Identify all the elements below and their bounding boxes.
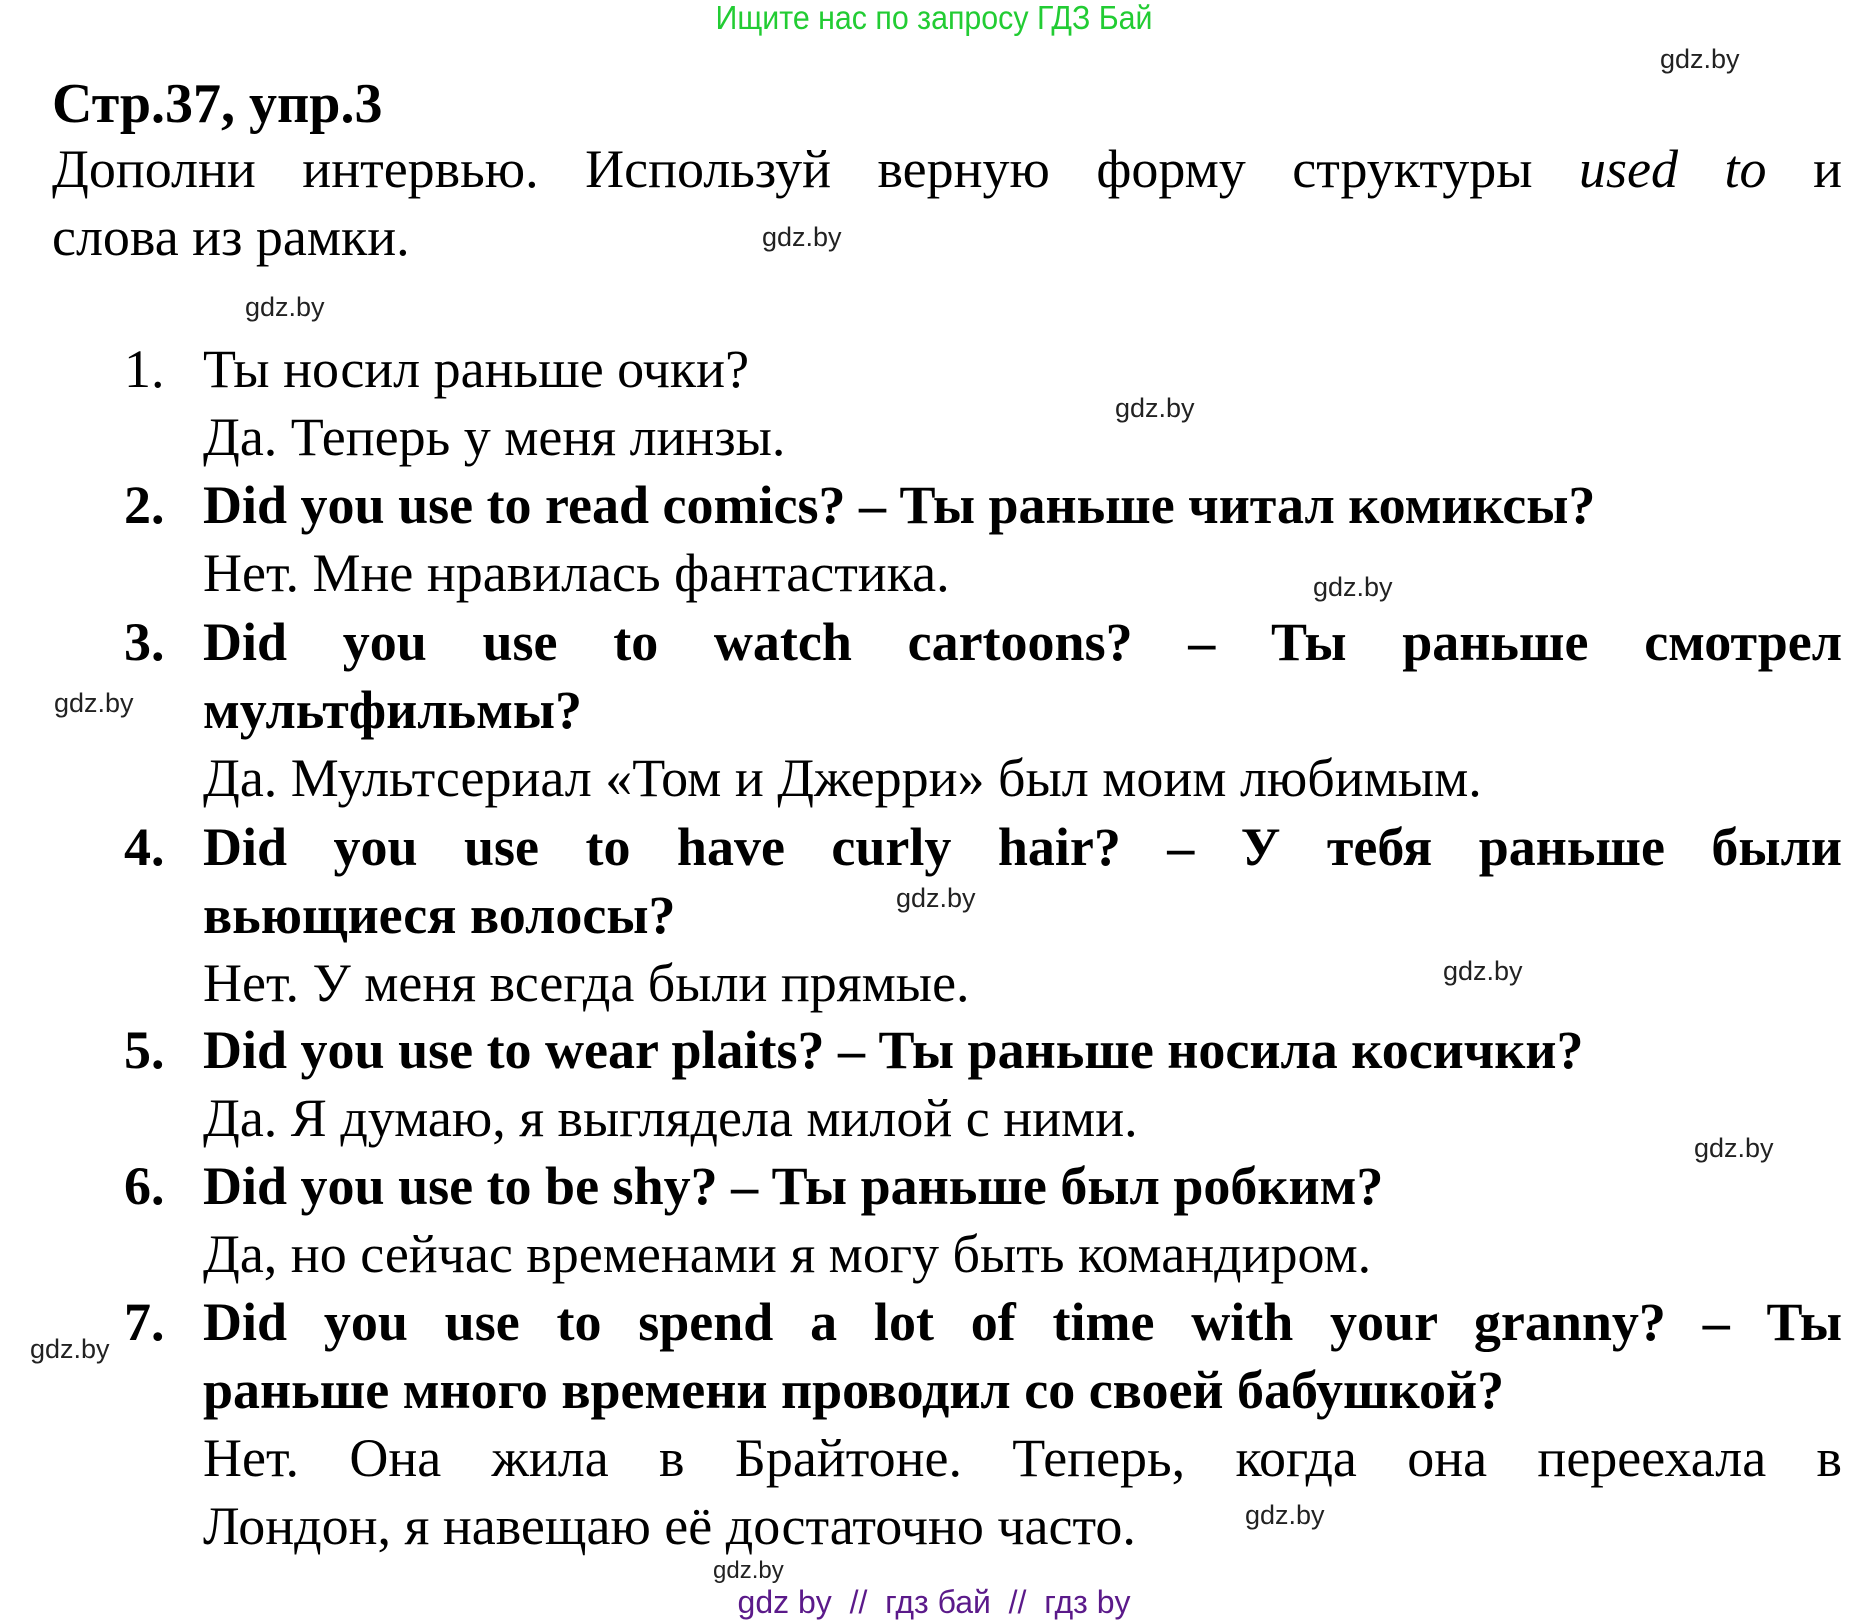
item-number: 1. [124,339,165,399]
item-question-cont: вьющиеся волосы? [203,885,676,945]
item-question: Did you use to have curly hair? – У тебя раньше были [203,817,1842,877]
watermark: gdz.by [1694,1133,1774,1163]
watermark: gdz.by [713,1557,784,1584]
item-answer-cont: Лондон, я навещаю её достаточно часто. [203,1496,1136,1556]
watermark: gdz.by [1443,956,1523,986]
instruction-text-end: и [1813,139,1842,199]
instruction-line-1 [52,136,1842,202]
item-question-cont: мультфильмы? [203,680,583,740]
watermark: gdz.by [1660,44,1740,74]
item-answer: Да. Теперь у меня линзы. [203,407,786,467]
footer-links: gdz by // гдз бай // гдз by [737,1584,1131,1620]
item-question: Did you use to wear plaits? – Ты раньше носила косички? [203,1020,1584,1080]
instruction-term: used to [1579,139,1767,199]
watermark: gdz.by [1245,1500,1325,1530]
item-question: Did you use to read comics? – Ты раньше читал комиксы? [203,475,1596,535]
item-number: 4. [124,817,165,877]
item-question: Did you use to be shy? – Ты раньше был робким? [203,1156,1384,1216]
item-answer: Да, но сейчас временами я могу быть командиром. [203,1224,1372,1284]
item-question: Did you use to watch cartoons? – Ты раньше смотрел [203,612,1842,672]
watermark: gdz.by [762,222,842,252]
item-answer: Нет. Мне нравилась фантастика. [203,543,950,603]
watermark: gdz.by [30,1334,110,1364]
watermark: gdz.by [1115,393,1195,423]
search-banner: Ищите нас по запросу ГДЗ Бай [715,0,1153,36]
item-question-cont: раньше много времени проводил со своей бабушкой? [203,1360,1505,1420]
item-number: 3. [124,612,165,672]
item-question: Did you use to spend a lot of time with your granny? – Ты [203,1292,1842,1352]
watermark: gdz.by [54,688,134,718]
instruction-line-2: слова из рамки. [52,207,410,267]
watermark: gdz.by [896,883,976,913]
watermark: gdz.by [1313,572,1393,602]
item-number: 2. [124,475,165,535]
item-number: 7. [124,1292,165,1352]
item-answer: Нет. У меня всегда были прямые. [203,953,970,1013]
item-answer: Да. Я думаю, я выглядела милой с ними. [203,1088,1138,1148]
item-number: 5. [124,1020,165,1080]
item-answer: Нет. Она жила в Брайтоне. Теперь, когда она переехала в [203,1428,1842,1488]
watermark: gdz.by [245,292,325,322]
instruction-text: Дополни интервью. Используй верную форму структуры [52,139,1533,199]
page-title: Стр.37, упр.3 [52,73,383,135]
item-answer: Да. Мультсериал «Том и Джерри» был моим любимым. [203,748,1482,808]
item-number: 6. [124,1156,165,1216]
item-question: Ты носил раньше очки? [203,339,750,399]
